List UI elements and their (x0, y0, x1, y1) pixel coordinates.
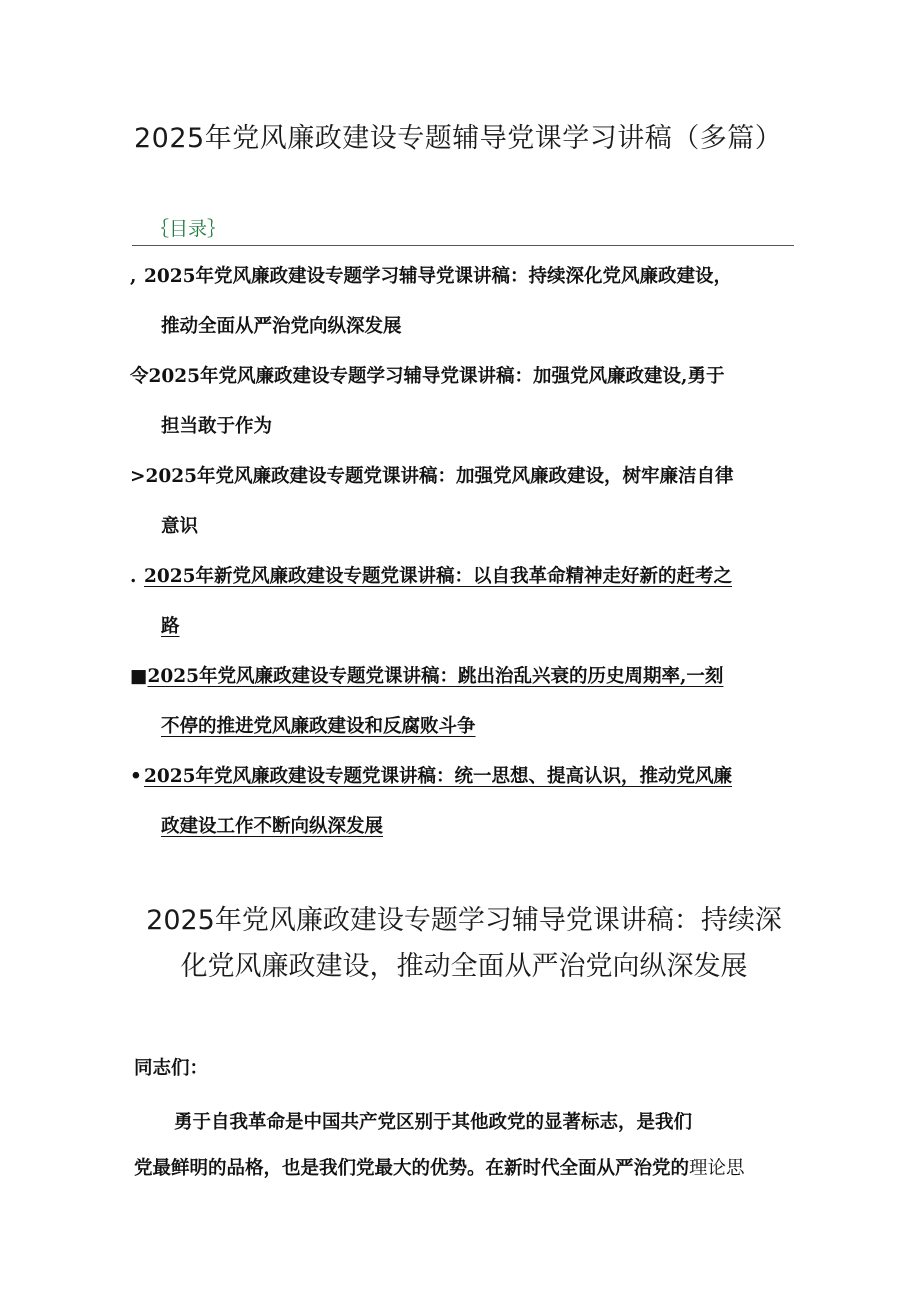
toc-item-5[interactable] (130, 662, 790, 742)
section-title (134, 898, 794, 990)
toc-item-6[interactable] (130, 762, 790, 842)
paragraph-line-2-light: 理论思 (689, 1158, 745, 1179)
toc-marker: , (130, 266, 137, 287)
toc-marker: > (130, 466, 146, 487)
document-title: 2025年党风廉政建设专题辅导党课学习讲稿（多篇） (134, 123, 783, 154)
toc-item-text-cont[interactable]: 担当敢于作为 (161, 416, 273, 437)
toc-item-link-cont[interactable]: 不停的推进党风廉政建设和反腐败斗争 (161, 716, 476, 737)
paragraph-line-2 (134, 1146, 794, 1192)
toc-divider (132, 245, 794, 246)
salutation: 同志们： (134, 1058, 209, 1079)
toc-item-link[interactable]: 2025年新党风廉政建设专题党课讲稿：以自我革命精神走好新的赶考之 (144, 566, 732, 587)
paragraph-line-1: 勇于自我革命是中国共产党区别于其他政党的显著标志，是我们 (174, 1112, 693, 1133)
toc-item-link-cont[interactable]: 路 (161, 616, 180, 637)
table-of-contents (130, 262, 790, 862)
toc-marker: ■ (130, 666, 148, 687)
toc-item-text-cont[interactable]: 意识 (161, 516, 199, 537)
section-title-line-1: 2025年党风廉政建设专题学习辅导党课讲稿：持续深 (146, 905, 782, 936)
toc-item-text[interactable]: 2025年党风廉政建设专题学习辅导党课讲稿：加强党风廉政建设,勇于 (148, 366, 725, 387)
section-title-line-2: 化党风廉政建设，推动全面从严治党向纵深发展 (180, 951, 748, 982)
paragraph-line-2-bold: 党最鲜明的品格，也是我们党最大的优势。在新时代全面从严治党的 (134, 1158, 690, 1179)
toc-item-1[interactable] (130, 262, 790, 342)
toc-marker: • (130, 766, 142, 787)
toc-item-link[interactable]: 2025年党风廉政建设专题党课讲稿：统一思想、提高认识，推动党风廉 (144, 766, 732, 787)
toc-marker: 令 (130, 366, 149, 387)
body-paragraph (134, 1100, 794, 1192)
toc-item-text[interactable]: 2025年党风廉政建设专题党课讲稿：加强党风廉政建设，树牢廉洁自律 (145, 466, 734, 487)
toc-item-link[interactable]: 2025年党风廉政建设专题党课讲稿：跳出治乱兴衰的历史周期率,一刻 (147, 666, 724, 687)
toc-item-3[interactable] (130, 462, 790, 542)
toc-item-4[interactable] (130, 562, 790, 642)
toc-item-2[interactable] (130, 362, 790, 442)
toc-marker: . (130, 566, 137, 587)
toc-item-text[interactable]: 2025年党风廉政建设专题学习辅导党课讲稿：持续深化党风廉政建设， (144, 266, 732, 287)
toc-item-text-cont[interactable]: 推动全面从严治党向纵深发展 (161, 316, 402, 337)
toc-item-link-cont[interactable]: 政建设工作不断向纵深发展 (161, 816, 384, 837)
toc-heading: ｛目录｝ (150, 218, 227, 240)
